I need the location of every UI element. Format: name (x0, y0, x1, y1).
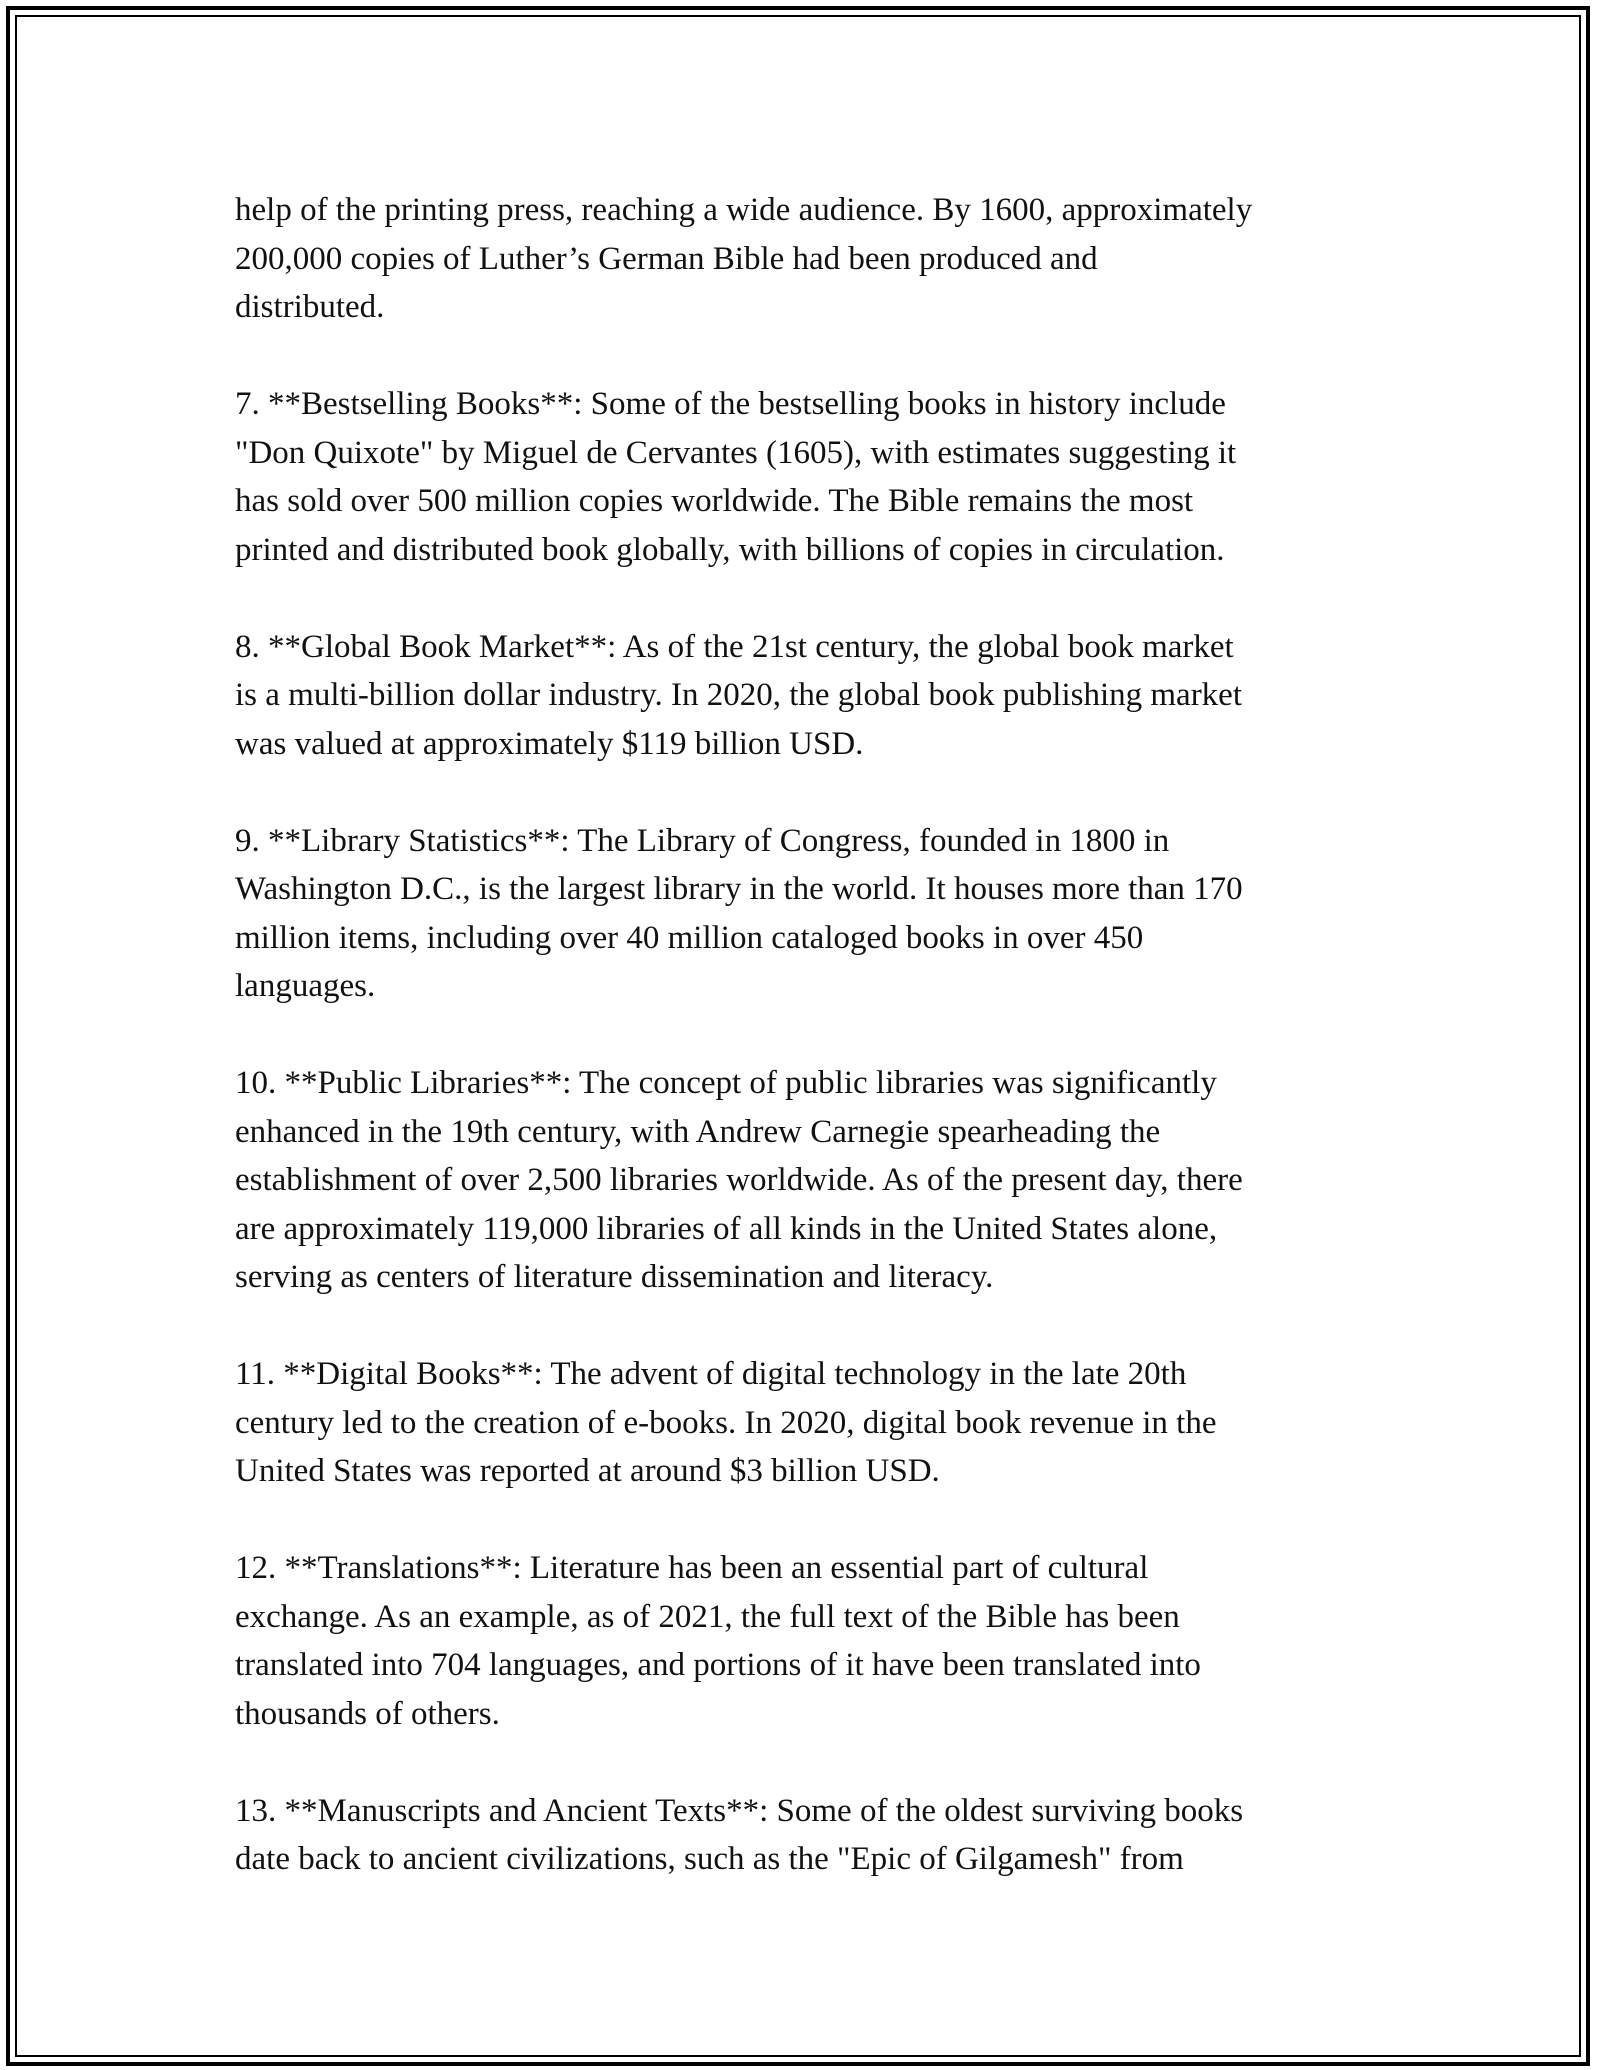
paragraph-library-statistics: 9. **Library Statistics**: The Library of Congress, founded in 1800 in Washington D.C., is the largest library in the world. It houses more than 170 million items, including over 40 million cataloged books in over 450 languages. (235, 822, 1243, 1004)
paragraph-manuscripts: 13. **Manuscripts and Ancient Texts**: Some of the oldest surviving books date back to ancient civilizations, such as the "Epic of Gilgamesh" from (235, 1792, 1244, 1877)
paragraph-public-libraries: 10. **Public Libraries**: The concept of public libraries was significantly enhanced in the 19th century, with Andrew Carnegie spearheading the establishment of over 2,500 libraries worldwide. As of the present day, there are approximately 119,000 libraries of all kinds in the United States alone, serving as centers of literature dissemination and literacy. (235, 1065, 1243, 1295)
paragraph-continuation: help of the printing press, reaching a wide audience. By 1600, approximately 200,000 copies of Luther’s German Bible had been produced and distributed. (235, 192, 1253, 325)
paragraph-bestselling-books: 7. **Bestselling Books**: Some of the bestselling books in history include "Don Quixote" by Miguel de Cervantes (1605), with estimates suggesting it has sold over 500 million copies worldwide. The Bible remains the most printed and distributed book globally, with billions of copies in circulation. (235, 386, 1237, 568)
paragraph-translations: 12. **Translations**: Literature has been an essential part of cultural exchange. As an example, as of 2021, the full text of the Bible has been translated into 704 languages, and portions of it have been translated into thousands of others. (235, 1550, 1201, 1732)
paragraph-global-book-market: 8. **Global Book Market**: As of the 21st century, the global book market is a multi-billion dollar industry. In 2020, the global book publishing market was valued at approximately $119 billion USD. (235, 628, 1242, 762)
paragraph-digital-books: 11. **Digital Books**: The advent of digital technology in the late 20th century led to the creation of e-books. In 2020, digital book revenue in the United States was reported at around $3 billion USD. (235, 1356, 1217, 1489)
document-body (235, 186, 1385, 1884)
